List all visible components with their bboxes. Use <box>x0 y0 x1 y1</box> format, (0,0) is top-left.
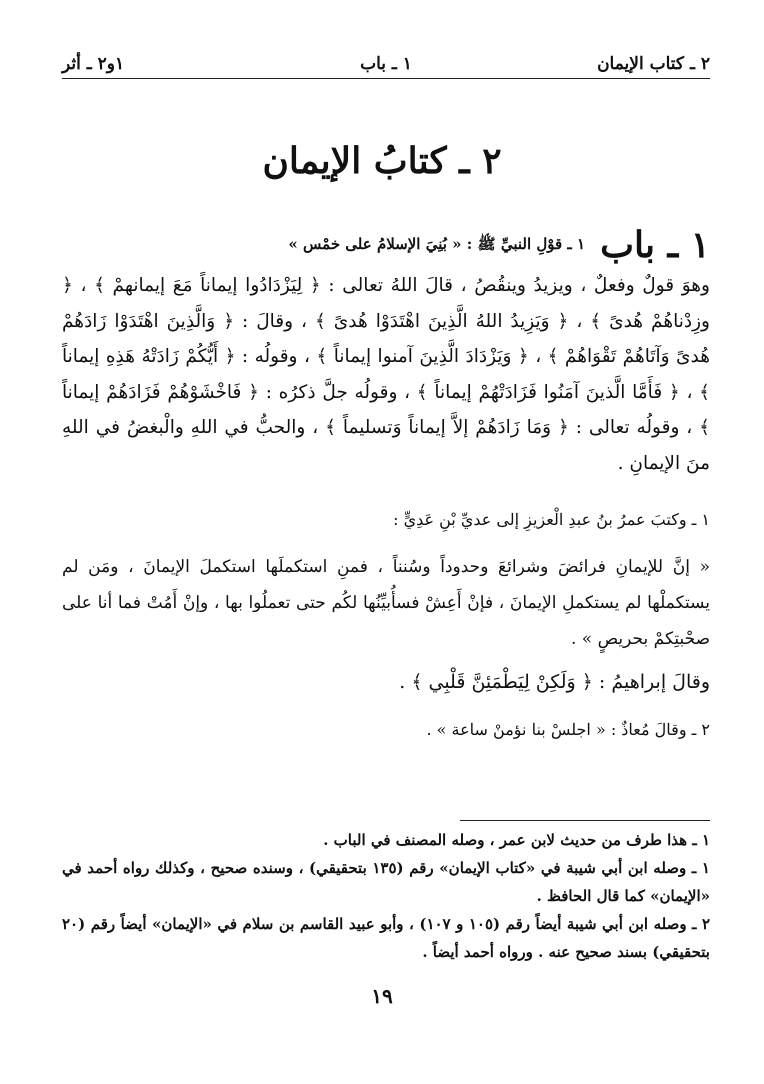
chapter-title: ٢ ـ كتابُ الإيمان <box>262 140 502 182</box>
main-text <box>62 268 710 759</box>
footnotes <box>62 826 710 966</box>
bab-label: ١ ـ باب <box>600 224 710 266</box>
athar-2: ٢ ـ وقالَ مُعاذٌ : « اجلسْ بنا نؤمنْ ساعة » . <box>426 719 710 739</box>
page-number: ١٩ <box>371 984 393 1008</box>
footnote: ١ ـ وصله ابن أبي شيبة في «كتاب الإيمان» رقم (١٣٥ بتحقيقي) ، وسنده صحيح ، وكذلك رواه أحمد في «الإيمان» كما قال الحافظ . <box>62 859 710 905</box>
footnote: ١ ـ هذا طرف من حديث لابن عمر ، وصله المصنف في الباب . <box>323 831 710 849</box>
bab-heading <box>62 224 710 268</box>
running-head-athar: ١و٢ ـ أثر <box>62 54 125 74</box>
running-head-bab: ١ ـ باب <box>360 54 412 74</box>
footnote: ٢ ـ وصله ابن أبي شيبة أيضاً رقم (١٠٥ و ١٠٧) ، وأبو عبيد القاسم بن سلام في «الإيمان» أيضاً رقم (٢٠ بتحقيقي) بسند صحيح عنه . ورواه أحمد أيضاً . <box>62 915 710 961</box>
athar-1-text: « إنَّ للإيمانِ فرائضَ وشرائعَ وحدوداً وسُنناً ، فمنِ استكملَها استكملَ الإيمانَ ، ومَن لم يستكملْها لم يستكملِ الإيمانَ ، فإنْ أَعِشْ فسأُبيِّنُها لكُم حتى تعملُوا بها ، وإنْ أَمُتْ فما أنا على صحْبتِكمْ بحريصٍ » . <box>62 557 710 649</box>
bab-title: ١ ـ قوْلِ النبيِّ ﷺ : « بُنِيَ الإسلامُ على خمْس » <box>288 235 586 253</box>
ibrahim-quote: وقالَ إبراهيمُ : ﴿ وَلَكِنْ لِيَطْمَئِنَّ قَلْبِي ﴾ . <box>399 671 710 693</box>
intro-paragraph: وهوَ قولٌ وفعلٌ ، ويزيدُ وينقُصُ ، قالَ اللهُ تعالى : ﴿ لِيَزْدَادُوا إيماناً مَعَ إيمانهمْ ﴾ ، ﴿ وزِدْناهُمْ هُدىً ﴾ ، ﴿ وَيَزِيدُ اللهُ الَّذِينَ اهْتَدَوْا هُدىً ﴾ ، وقالَ : ﴿ وَالَّذِينَ اهْتَدَوْا زَادَهُمْ هُدىً وَآتَاهُمْ تَقْوَاهُمْ ﴾ ، ﴿ وَيَزْدَادَ الَّذِينَ آمنوا إيماناً ﴾ ، وقولُه : ﴿ أَيُّكُمْ زَادَتْهُ هَذِهِ إيماناً ﴾ ، ﴿ فَأَمَّا الَّذينَ آمَنُوا فَزَادَتْهُمْ إيماناً ﴾ ، وقولُه جلَّ ذكرُه : ﴿ فَاخْشَوْهُمْ فَزَادَهُمْ إيماناً ﴾ ، وقولُه تعالى : ﴿ وَمَا زَادَهُمْ إلاَّ إيماناً وَتسليماً ﴾ ، والحبُّ في اللهِ والْبغضُ في اللهِ منَ الإيمانِ . <box>62 275 710 474</box>
athar-1-intro: ١ ـ وكتبَ عمرُ بنُ عبدِ الْعزيزِ إلى عديِّ بْنِ عَدِيٍّ : <box>393 510 710 529</box>
header-divider <box>62 78 710 79</box>
footnote-divider <box>460 820 710 821</box>
running-head-chapter: ٢ ـ كتاب الإيمان <box>597 54 710 74</box>
running-head <box>62 40 710 80</box>
